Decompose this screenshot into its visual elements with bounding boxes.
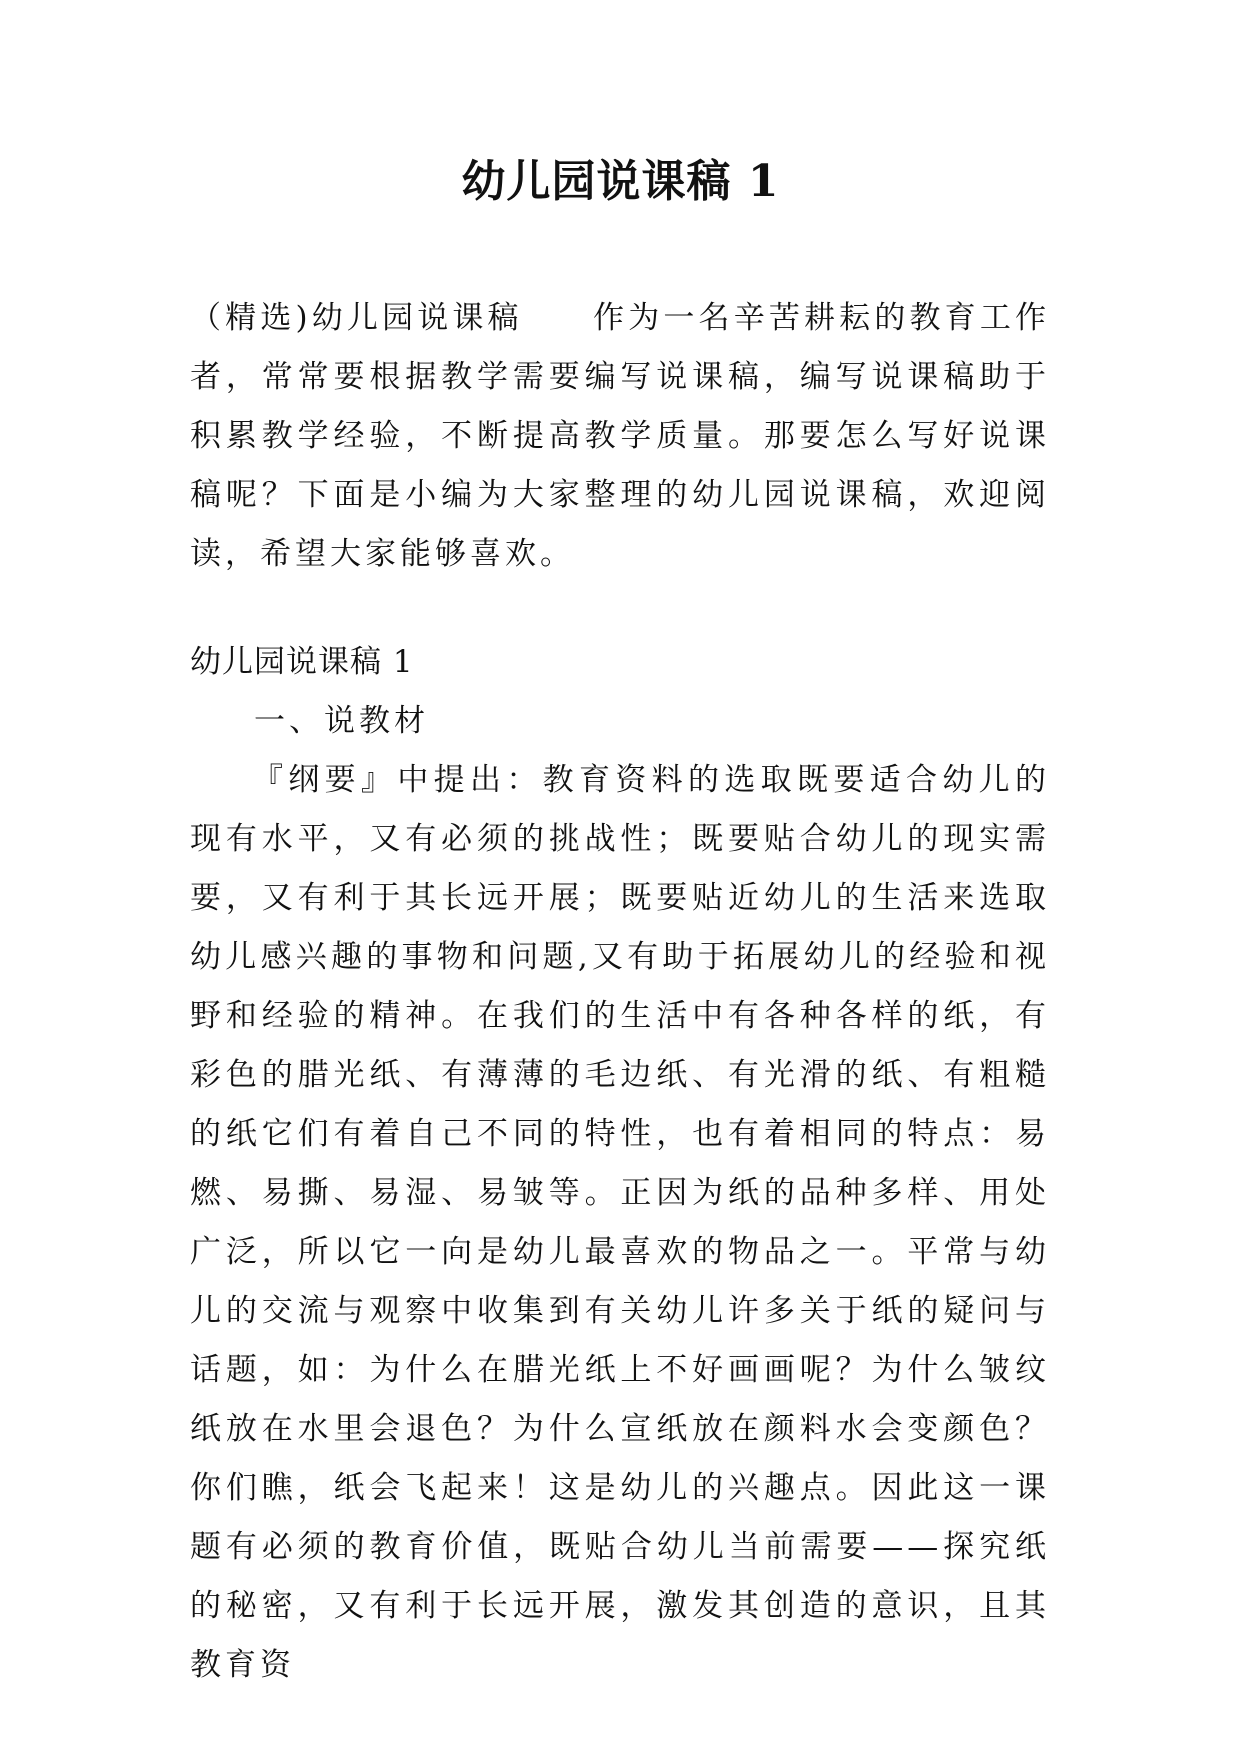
intro-paragraph: （精选)幼儿园说课稿 作为一名辛苦耕耘的教育工作者，常常要根据教学需要编写说课稿，编写说课稿助于积累教学经验，不断提高教学质量。那要怎么写好说课稿呢？下面是小编为大家整理的幼儿园说课稿，欢迎阅读，希望大家能够喜欢。	[190, 300, 1050, 572]
subheading: 一、说教材	[254, 703, 429, 739]
body-paragraph: 『纲要』中提出：教育资料的选取既要适合幼儿的现有水平，又有必须的挑战性；既要贴合幼儿的现实需要，又有利于其长远开展；既要贴近幼儿的生活来选取幼儿感兴趣的事物和问题,又有助于拓展幼儿的经验和视野和经验的精神。在我们的生活中有各种各样的纸，有彩色的腊光纸、有薄薄的毛边纸、有光滑的纸、有粗糙的纸它们有着自己不同的特性，也有着相同的特点：易燃、易撕、易湿、易皱等。正因为纸的品种多样、用处广泛，所以它一向是幼儿最喜欢的物品之一。平常与幼儿的交流与观察中收集到有关幼儿许多关于纸的疑问与话题，如：为什么在腊光纸上不好画画呢？为什么皱纹纸放在水里会退色？为什么宣纸放在颜料水会变颜色？你们瞧，纸会飞起来！这是幼儿的兴趣点。因此这一课题有必须的教育价值，既贴合幼儿当前需要——探究纸的秘密，又有利于长远开展，激发其创造的意识，且其教育资	[190, 762, 1050, 1683]
section-heading: 幼儿园说课稿 1	[190, 644, 414, 680]
document-title: 幼儿园说课稿 1	[461, 156, 780, 207]
